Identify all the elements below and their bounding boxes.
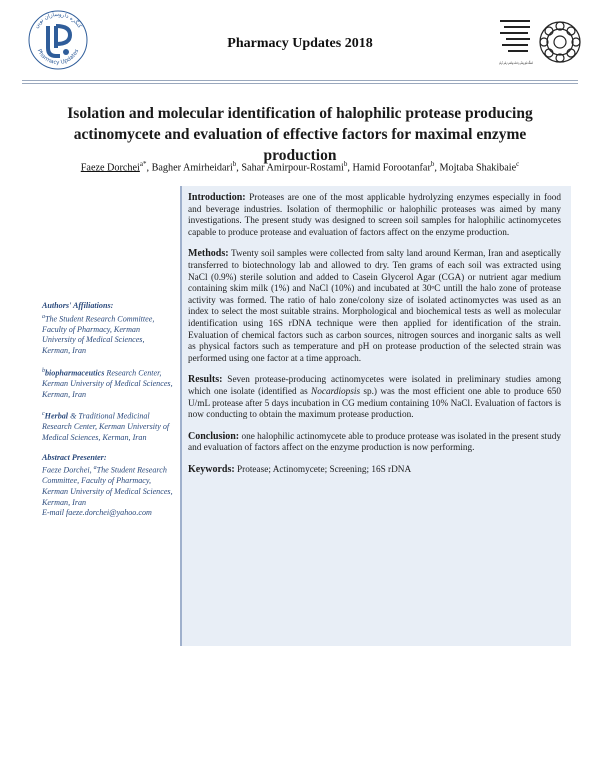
presenter-email[interactable]: E-mail faeze.dorchei@yahoo.com [42, 508, 152, 518]
introduction-paragraph [188, 192, 561, 239]
results-label: Results: [188, 374, 223, 386]
introduction-label: Introduction: [188, 192, 246, 203]
author-sup: b [430, 160, 435, 168]
results-species: Nocardiopsis [311, 386, 361, 397]
title-line-2: actinomycete and evaluation of effective factors for maximal enzyme production [73, 126, 527, 164]
results-paragraph [188, 374, 561, 421]
header-divider [22, 80, 578, 84]
logo-english-text: Pharmacy Updates [35, 48, 81, 67]
affiliation-b: Research Center, Kerman University of Medical Sciences, Kerman, Iran [42, 368, 173, 399]
presenter-heading: Abstract Presenter: [42, 452, 107, 462]
results-text-1: Seven protease-producing actinomycetes were isolated in preliminary studies among which one isolate (identified as [188, 375, 561, 397]
affiliation-sup: c [42, 411, 45, 418]
pharmacy-updates-logo [26, 8, 90, 72]
author-name: Hamid Forootanfar [352, 162, 431, 174]
author-sup: a* [139, 160, 147, 168]
university-native-text: دانشگاه علوم پزشکی و خدمات بهداشتی درمانی کرمان [499, 60, 534, 65]
kerman-university-logo [498, 14, 582, 74]
affiliation-sup: b [42, 367, 45, 374]
presenter-sup: a [93, 465, 97, 472]
conclusion-label: Conclusion: [188, 430, 240, 442]
author-list: Faeze Dorchei$^{a*}$, Bagher Amirheidari$^b$, Sahar Amirpour-Rostami$^b$, Hamid Forootanfar$^b$, Mojtaba Shakibaie$^c$ [80, 160, 520, 174]
keywords-text: Protease; Actinomycete; Screening; 16S rDNA [234, 464, 412, 475]
author-sup: b [343, 160, 348, 168]
presenter-affiliation: The Student Research Committee, Faculty of Pharmacy, Kerman University of Medical Sciences, Kerman, Iran [42, 465, 173, 507]
author-name: Mojtaba Shakibaie [439, 162, 517, 174]
methods-label: Methods: [188, 248, 229, 260]
abstract-box [180, 186, 571, 646]
keywords-label: Keywords: [188, 463, 235, 475]
conclusion-text: one halophilic actinomycete able to produce protease was isolated in the present study and evaluation of factors affect on the enzyme production is now performing. [188, 431, 561, 454]
title-line-1: Isolation and molecular identification of halophilic protease producing [67, 105, 533, 122]
methods-text: Twenty soil samples were collected from salty land around Kerman, Iran and aseptically transferred to biotechnology lab and allowed to dry. Ten grams of each soil was extracted using NaCl (0.9%) sterile solution and added to Casein Glycerol Agar (CGA) or nutrient agar medium containing skim milk (1%) and NaCl (10%) and incubated at 30ᵒC untill the halo zone of protease activity was formed. The ratio of halo zone/colony size of isolated actinomyctes was used as an index to select the most suitable strains. Morphological and biochemical tests as well as molecular identification using 16S rDNA technique were then applied for identification of the strain. Evaluation of chemical factors such as carbon sources, nitrogen sources and inorganic salts as well as physical factors such as temperature and pH on protease production of the selected strain was performed using one factor at a time approach. [188, 249, 561, 364]
author-sup: c [516, 160, 520, 168]
affiliation-c: & Traditional Medicinal Research Center, Kerman University of Medical Sciences, Kerman, Iran [42, 411, 170, 442]
paper-title [40, 103, 560, 166]
author-name: Faeze Dorchei [80, 162, 140, 174]
affiliations-heading: Authors' Affiliations: [42, 301, 114, 310]
conclusion-paragraph [188, 431, 561, 455]
author-sup: b [232, 160, 237, 168]
logo-native-text: کنگره داروسازان نوین [33, 11, 83, 30]
journal-title: Pharmacy Updates 2018 [227, 36, 373, 51]
affiliation-a: The Student Research Committee, Faculty of Pharmacy, Kerman University of Medical Sciences, Kerman, Iran [42, 314, 155, 356]
presenter-name: Faeze Dorchei, [42, 465, 94, 475]
affiliation-sup: a [42, 313, 45, 320]
introduction-text: Proteases are one of the most applicable hydrolyzing enzymes especially in food and beverage industries. Isolation of thermophilic or halophilic proteases was aimed by many investigations. The present study was designed to screen soil samples for halophilic actinomycetes capable to produce protease and evaluation of factors affect on the enzyme production. [188, 193, 561, 238]
keywords-paragraph [188, 464, 561, 477]
author-name: Sahar Amirpour-Rostami [241, 162, 344, 174]
results-text-2: sp.) was the most efficient one able to produce 650 U/mL protease after 5 days incubation in CG medium containing 10% NaCl. Evaluation of factors is now conducting to obtain the maximum protease production. [188, 386, 562, 421]
affiliation-c-bold: Herbal [44, 411, 69, 421]
methods-paragraph [188, 248, 561, 365]
affiliations-panel [42, 301, 174, 528]
author-name: Bagher Amirheidari [151, 162, 233, 174]
affiliation-b-bold: biopharmaceutics [45, 368, 105, 378]
